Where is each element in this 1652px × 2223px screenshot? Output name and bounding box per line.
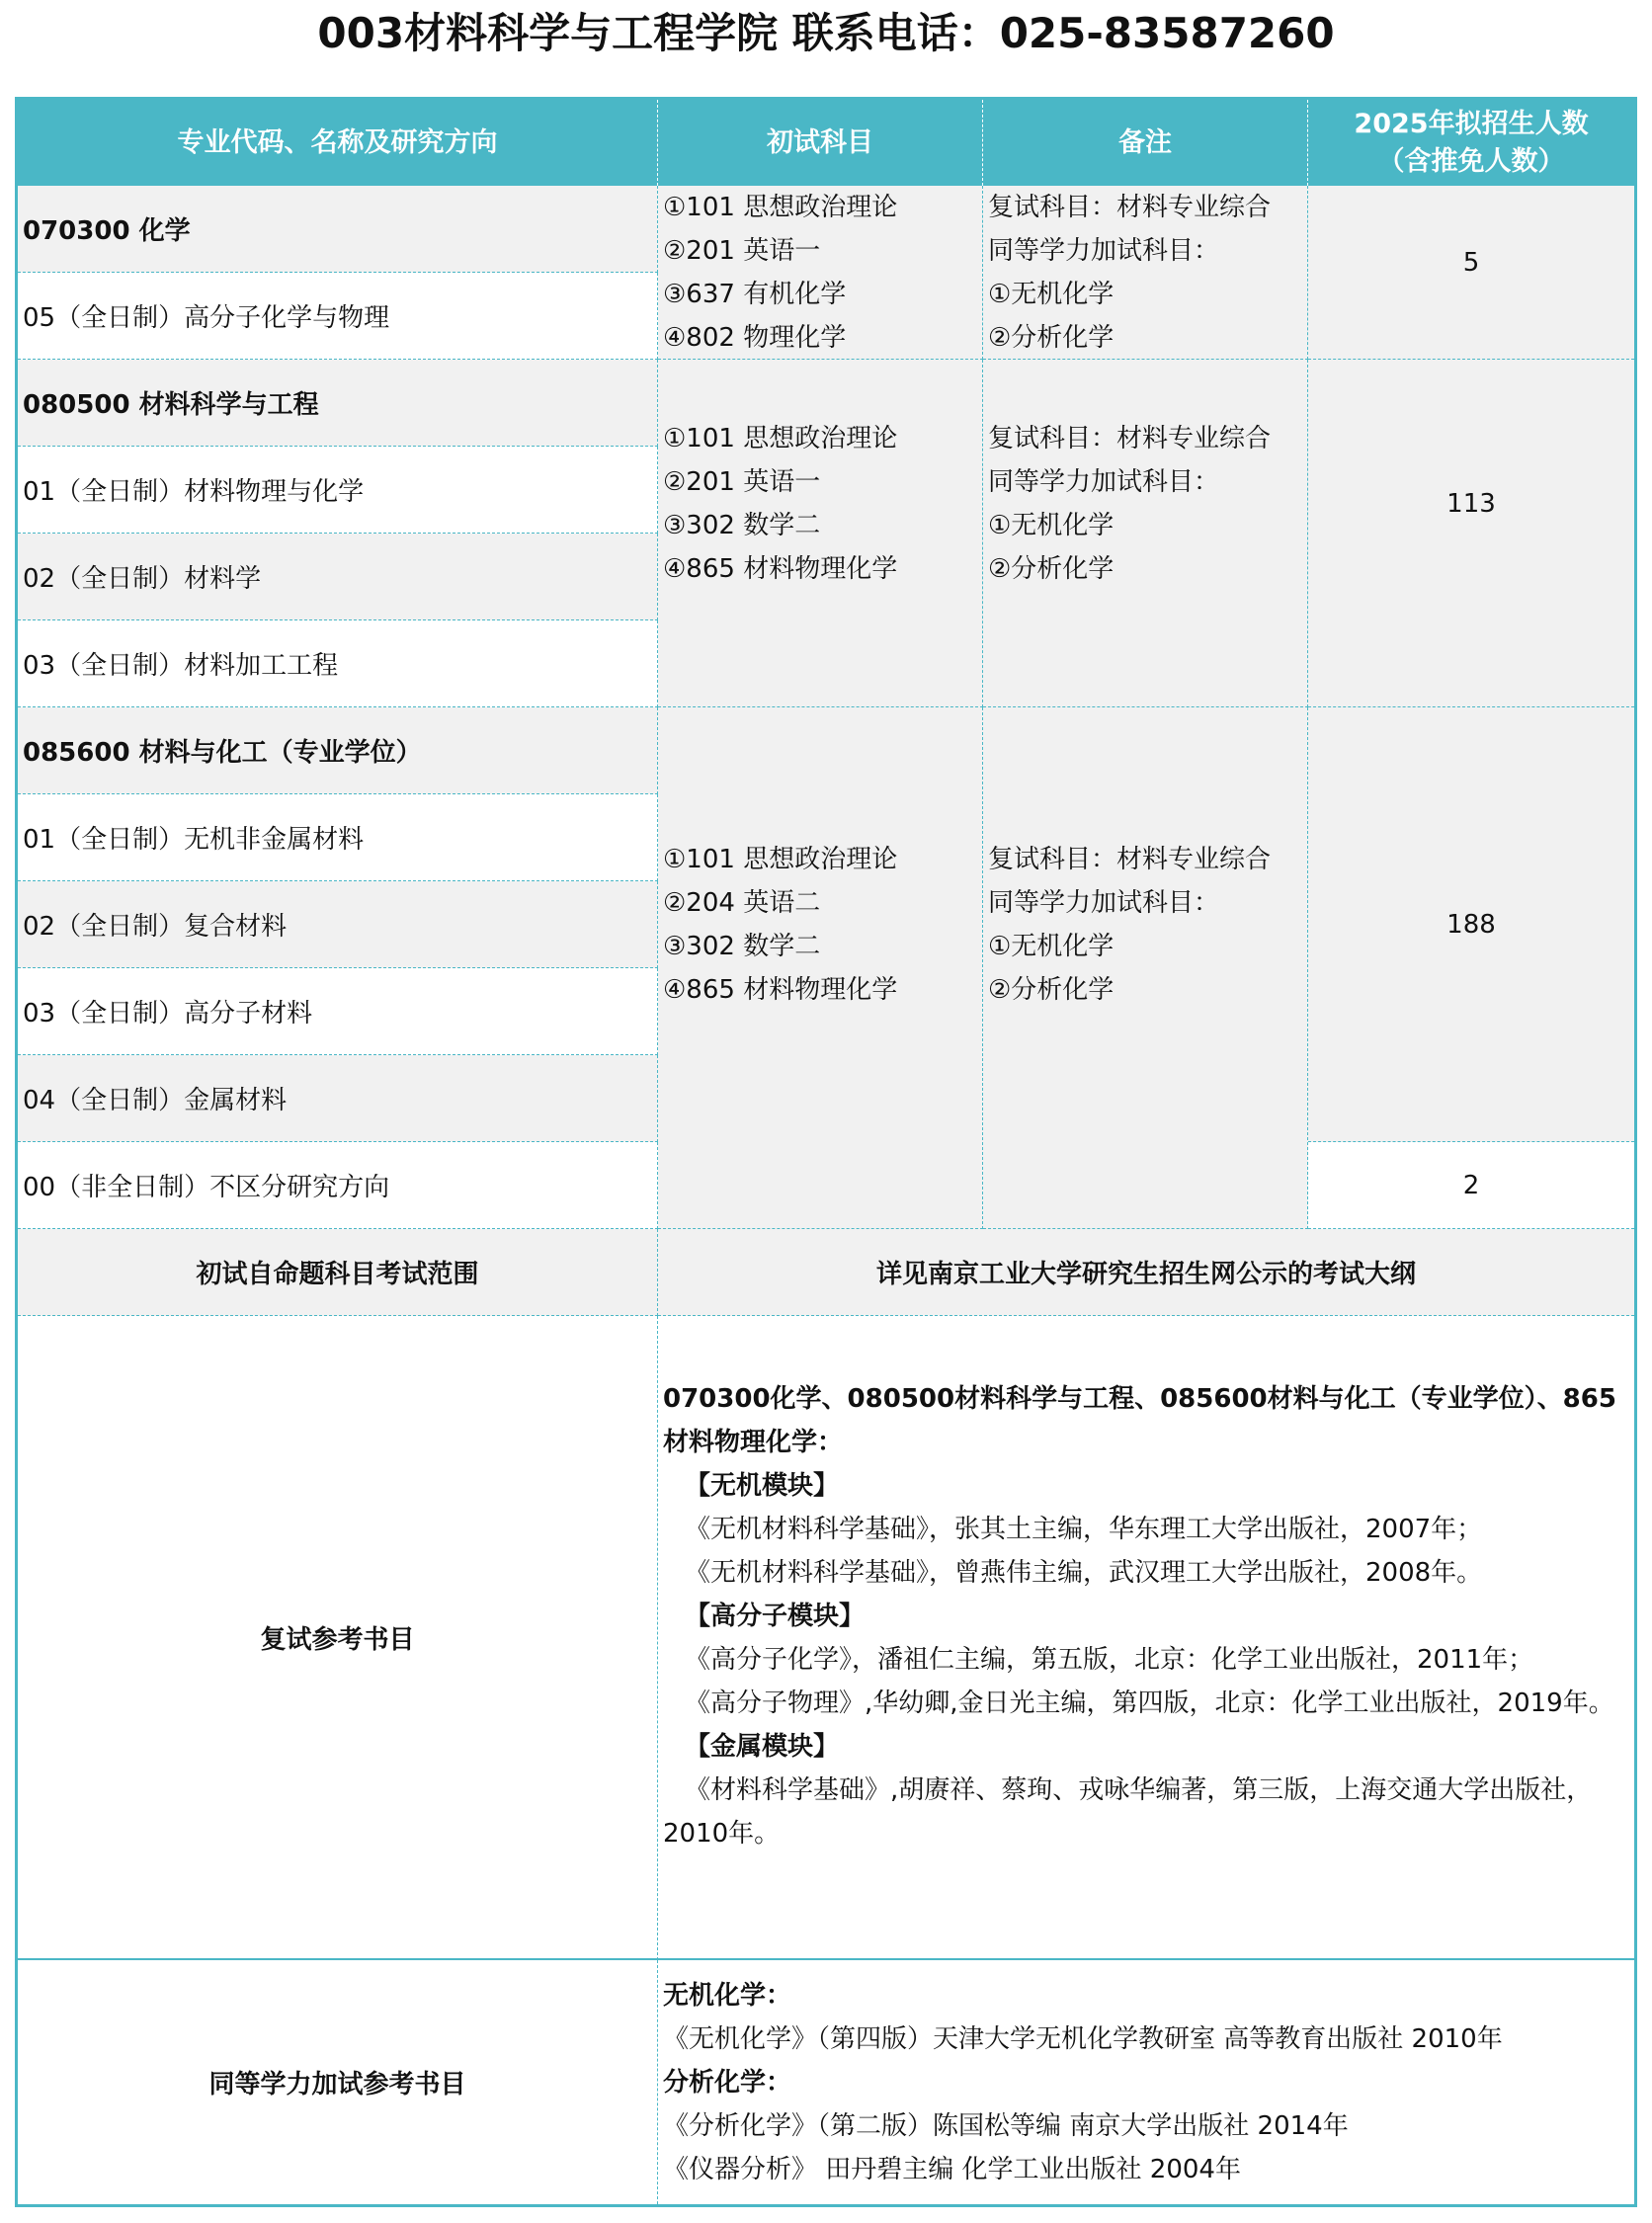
book-line: 【无机模块】 <box>685 1471 840 1501</box>
direction-row: 03（全日制）高分子材料 <box>18 968 658 1055</box>
header-exam: 初试科目 <box>658 100 983 186</box>
book-line: 《无机化学》（第四版）天津大学无机化学教研室 高等教育出版社 2010年 <box>663 2023 1503 2054</box>
book-line: 无机化学： <box>663 1980 792 2011</box>
major-title-080500: 080500 材料科学与工程 <box>18 360 658 447</box>
remark-080500: 复试科目：材料专业综合 同等学力加试科目： ①无机化学 ②分析化学 <box>983 360 1308 707</box>
book-line: 《高分子化学》，潘祖仁主编，第五版，北京：化学工业出版社，2011年； <box>685 1645 1534 1675</box>
direction-row: 05（全日制）高分子化学与物理 <box>18 273 658 360</box>
scope-label: 初试自命题科目考试范围 <box>18 1229 658 1316</box>
book-line: 分析化学： <box>663 2067 792 2098</box>
exam-subjects-080500: ①101 思想政治理论 ②201 英语一 ③302 数学二 ④865 材料物理化学 <box>658 360 983 707</box>
book-line: 【高分子模块】 <box>685 1602 866 1631</box>
retest-books <box>658 1316 1634 1960</box>
header-quota: 2025年拟招生人数 （含推免人数） <box>1308 100 1634 186</box>
retest-label: 复试参考书目 <box>18 1316 658 1960</box>
scope-value: 详见南京工业大学研究生招生网公示的考试大纲 <box>658 1229 1634 1316</box>
direction-row: 02（全日制）材料学 <box>18 534 658 620</box>
quota-070300: 5 <box>1308 186 1634 360</box>
book-line: 《无机材料科学基础》，曾燕伟主编，武汉理工大学出版社，2008年。 <box>685 1558 1483 1588</box>
book-line: 《仪器分析》 田丹碧主编 化学工业出版社 2004年 <box>663 2154 1241 2184</box>
remark-085600: 复试科目：材料专业综合 同等学力加试科目： ①无机化学 ②分析化学 <box>983 707 1308 1229</box>
major-title-070300: 070300 化学 <box>18 186 658 273</box>
quota-085600: 188 <box>1308 707 1634 1142</box>
major-title-085600: 085600 材料与化工（专业学位） <box>18 707 658 794</box>
direction-row: 01（全日制）无机非金属材料 <box>18 794 658 881</box>
book-line: 《高分子物理》,华幼卿,金日光主编，第四版，北京：化学工业出版社，2019年。 <box>685 1688 1614 1718</box>
exam-subjects-085600: ①101 思想政治理论 ②204 英语二 ③302 数学二 ④865 材料物理化学 <box>658 707 983 1229</box>
header-remark: 备注 <box>983 100 1308 186</box>
direction-row: 02（全日制）复合材料 <box>18 881 658 968</box>
book-line: 【金属模块】 <box>685 1732 840 1762</box>
book-line: 《分析化学》（第二版）陈国松等编 南京大学出版社 2014年 <box>663 2110 1349 2141</box>
direction-row-parttime: 00（非全日制）不区分研究方向 <box>18 1142 658 1229</box>
direction-row: 04（全日制）金属材料 <box>18 1055 658 1142</box>
book-line: 《无机材料科学基础》，张其土主编，华东理工大学出版社，2007年； <box>685 1515 1483 1544</box>
header-major: 专业代码、名称及研究方向 <box>18 100 658 186</box>
direction-row: 03（全日制）材料加工工程 <box>18 620 658 707</box>
equal-degree-books <box>658 1960 1634 2204</box>
direction-row: 01（全日制）材料物理与化学 <box>18 447 658 534</box>
remark-070300: 复试科目：材料专业综合 同等学力加试科目： ①无机化学 ②分析化学 <box>983 186 1308 360</box>
book-line: 070300化学、080500材料科学与工程、085600材料与化工（专业学位）、865 材料物理化学： <box>663 1384 1616 1457</box>
page-title: 003材料科学与工程学院 联系电话：025-83587260 <box>317 9 1335 57</box>
book-line: 《材料科学基础》,胡赓祥、蔡珣、戎咏华编著，第三版，上海交通大学出版社，2010年。 <box>663 1775 1593 1849</box>
exam-subjects-070300: ①101 思想政治理论 ②201 英语一 ③637 有机化学 ④802 物理化学 <box>658 186 983 360</box>
equal-degree-label: 同等学力加试参考书目 <box>18 1960 658 2204</box>
quota-080500: 113 <box>1308 360 1634 707</box>
quota-085600-parttime: 2 <box>1308 1142 1634 1229</box>
